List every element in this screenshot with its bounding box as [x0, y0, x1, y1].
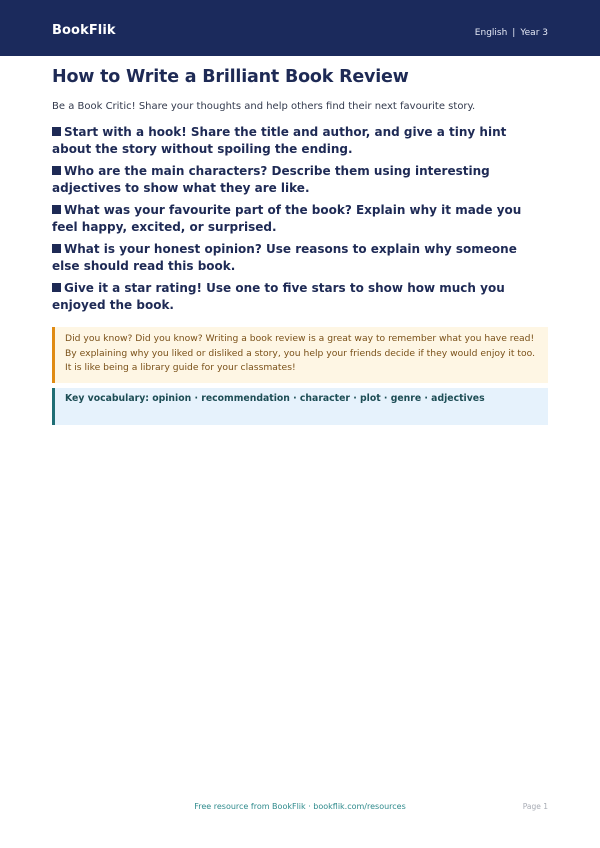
list-item: [52, 241, 548, 275]
list-item: [52, 280, 548, 314]
year-label: Year 3: [520, 28, 548, 38]
square-bullet-icon: [52, 283, 61, 292]
step-text: What was your favourite part of the book? Explain why it made you feel happy, excited, or surprised.: [52, 203, 522, 234]
callout-text: Did you know? Did you know? Writing a book review is a great way to remember what you have read! By explaining why you liked or disliked a story, you help your friends decide if they would enjoy it too. It is like being a library guide for your classmates!: [65, 333, 536, 373]
footer-link[interactable]: Free resource from BookFlik · bookflik.com/resources: [194, 802, 406, 811]
list-item: [52, 163, 548, 197]
page-number: Page 1: [522, 802, 548, 811]
intro-text: Be a Book Critic! Share your thoughts and help others find their next favourite story.: [52, 101, 476, 112]
header-bar: [0, 0, 600, 56]
step-text: What is your honest opinion? Use reasons to explain why someone else should read this book.: [52, 242, 517, 273]
step-text: Start with a hook! Share the title and author, and give a tiny hint about the story without spoiling the ending.: [52, 125, 507, 156]
main-content: [52, 66, 548, 425]
steps-list: [52, 124, 548, 314]
square-bullet-icon: [52, 127, 61, 136]
square-bullet-icon: [52, 166, 61, 175]
page-title: How to Write a Brilliant Book Review: [52, 67, 409, 87]
meta-separator: |: [512, 28, 516, 38]
list-item: [52, 202, 548, 236]
list-item: [52, 124, 548, 158]
square-bullet-icon: [52, 205, 61, 214]
step-text: Who are the main characters? Describe them using interesting adjectives to show what they are like.: [52, 164, 490, 195]
vocab-text: Key vocabulary: opinion · recommendation · character · plot · genre · adjectives: [65, 392, 485, 404]
square-bullet-icon: [52, 244, 61, 253]
step-text: Give it a star rating! Use one to five stars to show how much you enjoyed the book.: [52, 281, 505, 312]
did-you-know-callout: [52, 327, 548, 383]
key-vocabulary-box: [52, 388, 548, 425]
brand-logo[interactable]: BookFlik: [52, 23, 116, 38]
subject-label: English: [474, 28, 508, 38]
header-meta: [475, 28, 548, 38]
